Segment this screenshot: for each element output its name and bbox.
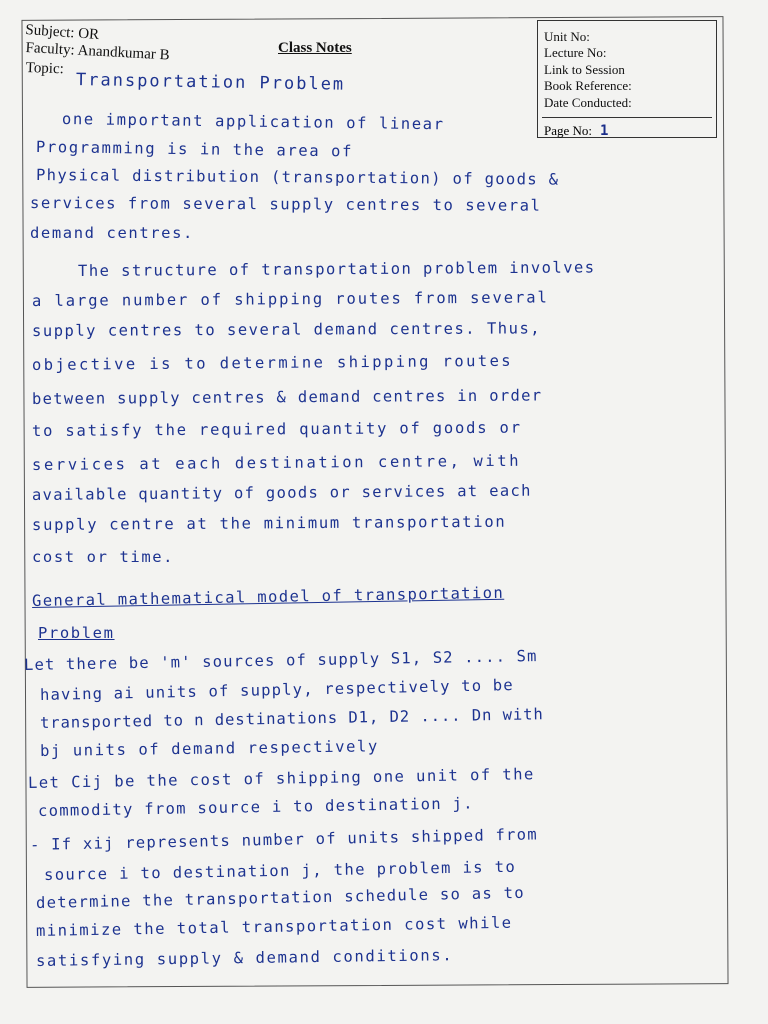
note-line: commodity from source i to destination j. [37, 794, 474, 820]
note-line: transported to n destinations D1, D2 .... Dn with [39, 705, 544, 732]
note-line: having ai units of supply, respectively to be [39, 676, 515, 704]
subject-label: Subject: OR [24, 22, 100, 44]
note-line: Let there be 'm' sources of supply S1, S2 .... Sm [23, 647, 538, 674]
note-line: Programming is in the area of [35, 138, 354, 161]
note-line: demand centres. [30, 224, 194, 242]
section-heading: General mathematical model of transportation [31, 583, 505, 610]
page-no-value: 1 [600, 122, 609, 139]
date-conducted-field: Date Conducted: [544, 94, 632, 110]
note-line: Physical distribution (transportation) of goods & [35, 166, 560, 189]
page-no-field [538, 118, 716, 139]
note-line: services from several supply centres to several [29, 194, 542, 215]
lecture-no-field: Lecture No: [544, 45, 607, 61]
note-line: cost or time. [32, 548, 175, 566]
note-line: source i to destination j, the problem is to [43, 857, 517, 884]
note-line: services at each destination centre, with [31, 451, 522, 474]
note-line: a large number of shipping routes from several [31, 288, 549, 310]
link-to-session-field: Link to Session [544, 61, 625, 77]
note-line: - If xij represents number of units shipped from [29, 825, 539, 854]
unit-no-field: Unit No: [544, 29, 590, 44]
topic-label: Topic: [25, 60, 65, 78]
note-line: objective is to determine shipping routes [31, 351, 514, 374]
note-line: minimize the total transportation cost while [35, 913, 513, 940]
note-line: supply centres to several demand centres. Thus, [31, 319, 542, 340]
note-line: bj units of demand respectively [39, 737, 379, 760]
note-line: to satisfy the required quantity of goods or [31, 418, 522, 440]
note-line: determine the transportation schedule so as to [35, 883, 526, 912]
info-box [537, 20, 717, 138]
note-line: available quantity of goods or services at each [31, 481, 532, 504]
note-line: The structure of transportation problem involves [77, 258, 596, 280]
faculty-label: Faculty: Anandkumar B [25, 40, 170, 64]
page-no-label: Page No: [544, 122, 593, 138]
note-line: supply centre at the minimum transportation [31, 512, 507, 534]
section-heading-cont: Problem [38, 624, 115, 642]
note-line: Let Cij be the cost of shipping one unit of the [27, 765, 535, 792]
book-reference-field: Book Reference: [544, 78, 632, 94]
topic-value: Transportation Problem [75, 70, 346, 95]
note-line: satisfying supply & demand conditions. [35, 946, 454, 970]
note-line: one important application of linear [61, 110, 445, 134]
note-line: between supply centres & demand centres in order [31, 386, 543, 408]
page-title: Class Notes [278, 40, 352, 56]
